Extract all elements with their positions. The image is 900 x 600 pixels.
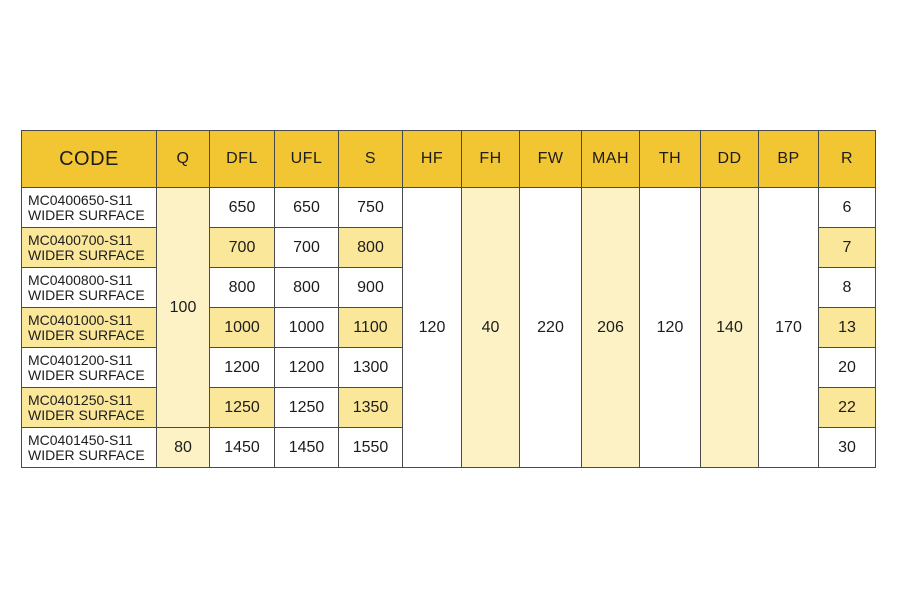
header-hf: HF [403, 131, 462, 188]
code-cell [22, 428, 157, 468]
product-desc: WIDER SURFACE [28, 326, 145, 343]
product-desc: WIDER SURFACE [28, 366, 145, 383]
header-dd: DD [701, 131, 759, 188]
ufl-cell: 1250 [275, 388, 339, 428]
s-cell: 1350 [339, 388, 403, 428]
header-q: Q [157, 131, 210, 188]
dfl-cell: 650 [210, 188, 275, 228]
mah-cell: 206 [582, 188, 640, 468]
code-cell [22, 228, 157, 268]
s-cell: 1100 [339, 308, 403, 348]
code-cell [22, 308, 157, 348]
product-code: MC0401200-S11 [28, 351, 133, 368]
product-desc: WIDER SURFACE [28, 206, 145, 223]
product-desc: WIDER SURFACE [28, 286, 145, 303]
hf-cell: 120 [403, 188, 462, 468]
ufl-cell: 1450 [275, 428, 339, 468]
s-cell: 1550 [339, 428, 403, 468]
r-cell: 30 [819, 428, 876, 468]
ufl-cell: 650 [275, 188, 339, 228]
product-code: MC0401450-S11 [28, 431, 133, 448]
code-cell [22, 388, 157, 428]
dfl-cell: 1200 [210, 348, 275, 388]
product-code: MC0401000-S11 [28, 311, 133, 328]
dd-cell: 140 [701, 188, 759, 468]
product-code: MC0401250-S11 [28, 391, 133, 408]
header-dfl: DFL [210, 131, 275, 188]
header-fh: FH [462, 131, 520, 188]
dfl-cell: 1450 [210, 428, 275, 468]
bp-cell: 170 [759, 188, 819, 468]
s-cell: 900 [339, 268, 403, 308]
product-code: MC0400800-S11 [28, 271, 133, 288]
spec-table [21, 130, 876, 468]
header-row [22, 131, 876, 188]
ufl-cell: 700 [275, 228, 339, 268]
header-ufl: UFL [275, 131, 339, 188]
header-r: R [819, 131, 876, 188]
fw-cell: 220 [520, 188, 582, 468]
header-code: CODE [22, 131, 157, 188]
product-code: MC0400700-S11 [28, 231, 133, 248]
ufl-cell: 1200 [275, 348, 339, 388]
s-cell: 750 [339, 188, 403, 228]
q-cell: 100 [157, 188, 210, 428]
r-cell: 8 [819, 268, 876, 308]
ufl-cell: 800 [275, 268, 339, 308]
s-cell: 1300 [339, 348, 403, 388]
header-bp: BP [759, 131, 819, 188]
header-s: S [339, 131, 403, 188]
spec-table-container [21, 130, 876, 468]
product-code: MC0400650-S11 [28, 191, 133, 208]
fh-cell: 40 [462, 188, 520, 468]
product-desc: WIDER SURFACE [28, 446, 145, 463]
dfl-cell: 1250 [210, 388, 275, 428]
r-cell: 6 [819, 188, 876, 228]
r-cell: 13 [819, 308, 876, 348]
code-cell [22, 268, 157, 308]
dfl-cell: 1000 [210, 308, 275, 348]
th-cell: 120 [640, 188, 701, 468]
code-cell [22, 348, 157, 388]
product-desc: WIDER SURFACE [28, 246, 145, 263]
r-cell: 20 [819, 348, 876, 388]
dfl-cell: 700 [210, 228, 275, 268]
q-cell: 80 [157, 428, 210, 468]
ufl-cell: 1000 [275, 308, 339, 348]
s-cell: 800 [339, 228, 403, 268]
header-th: TH [640, 131, 701, 188]
dfl-cell: 800 [210, 268, 275, 308]
table-row [22, 188, 876, 228]
header-mah: MAH [582, 131, 640, 188]
r-cell: 7 [819, 228, 876, 268]
header-fw: FW [520, 131, 582, 188]
r-cell: 22 [819, 388, 876, 428]
product-desc: WIDER SURFACE [28, 406, 145, 423]
code-cell [22, 188, 157, 228]
